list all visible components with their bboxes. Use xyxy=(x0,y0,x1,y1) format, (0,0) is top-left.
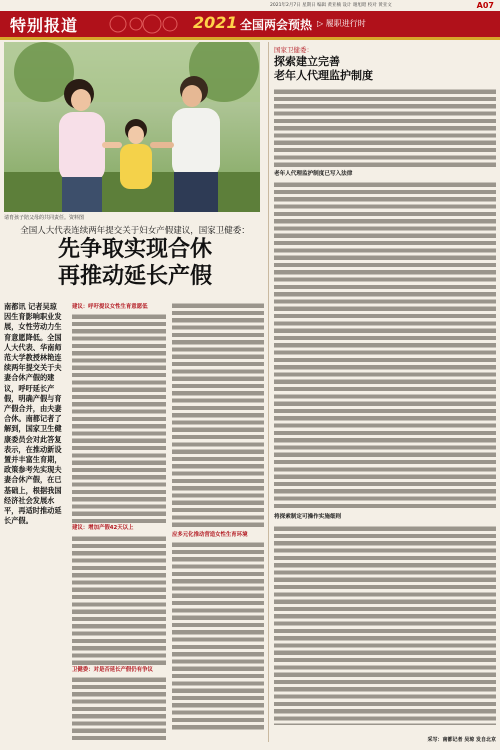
dateline: 2021年2月7日 星期日 编辑 黄亚楠 设计 谢旭昭 校对 黄亚文 xyxy=(270,3,392,8)
article-column-3 xyxy=(172,302,264,742)
body-text-block xyxy=(274,525,496,725)
sessions-subtitle: ▷ 履职进行时 xyxy=(317,19,366,28)
subhead-4: 应多元化推动营造女性生育环境 xyxy=(172,532,248,538)
article-lead: 南都讯 记者吴琼 因生育影响职业发展，女性劳动力生育意愿降低。全国人大代表、华南师范大学教授林艳连续两年提交关于夫妻合休产假的建议，呼吁延长产假，明确产假与育产假合并，由夫妻合休。南都记者了解到，国家卫生健康委员会对此答复表示，在推动新设置并丰富生育期，政策参考先实现夫妻合休产假，在已基础上，根据我国经济社会发展水平，再适时推动延长产假。 xyxy=(4,302,62,526)
body-text-block xyxy=(72,535,166,665)
subhead-1: 建议：呼吁提议女性生育意愿低 xyxy=(72,304,148,310)
family-photo xyxy=(4,42,260,212)
banner-rule xyxy=(0,37,500,40)
photo-caption: 请育孩子陪父母的共同责任。资料图 xyxy=(4,215,85,221)
section-banner xyxy=(0,11,500,37)
sidebar-title-line-1: 探索建立完善 xyxy=(274,55,340,68)
sidebar-source: 国家卫健委： xyxy=(274,46,313,54)
headline-line-1: 先争取实现合休 xyxy=(57,237,212,262)
body-text-block xyxy=(72,313,166,523)
body-text-block xyxy=(172,541,264,731)
body-text-block xyxy=(274,181,496,511)
body-text-block xyxy=(72,676,166,742)
sidebar-body xyxy=(274,88,496,734)
body-text-block xyxy=(274,88,496,168)
page-number: A07 xyxy=(476,1,494,10)
headline-line-2: 再推动延长产假 xyxy=(57,264,212,289)
article-column-2 xyxy=(72,302,166,742)
subhead-3: 卫健委：对是否延长产假仍有争议 xyxy=(72,666,153,673)
reporter-byline: 采写：南都记者 吴琼 发自北京 xyxy=(427,737,496,743)
column-divider xyxy=(268,42,269,742)
sidebar-subhead-2: 将探索制定可操作实施细则 xyxy=(274,514,342,521)
article-headline xyxy=(4,236,266,290)
decorative-pattern-icon xyxy=(108,13,188,35)
sidebar-title-line-2: 老年人代理监护制度 xyxy=(274,69,373,82)
subhead-2: 建议：增加产假42天以上 xyxy=(72,525,134,532)
year-label: 2021 xyxy=(193,13,238,32)
section-title: 特别报道 xyxy=(10,16,79,35)
sidebar-subhead-1: 老年人代理监护制度已写入法律 xyxy=(274,171,353,177)
body-text-block xyxy=(172,302,264,530)
sessions-title: 全国两会预热 xyxy=(240,18,313,32)
article-kicker: 全国人大代表连续两年提交关于妇女产假建议，国家卫健委： xyxy=(20,226,250,236)
sidebar-title xyxy=(274,55,496,83)
